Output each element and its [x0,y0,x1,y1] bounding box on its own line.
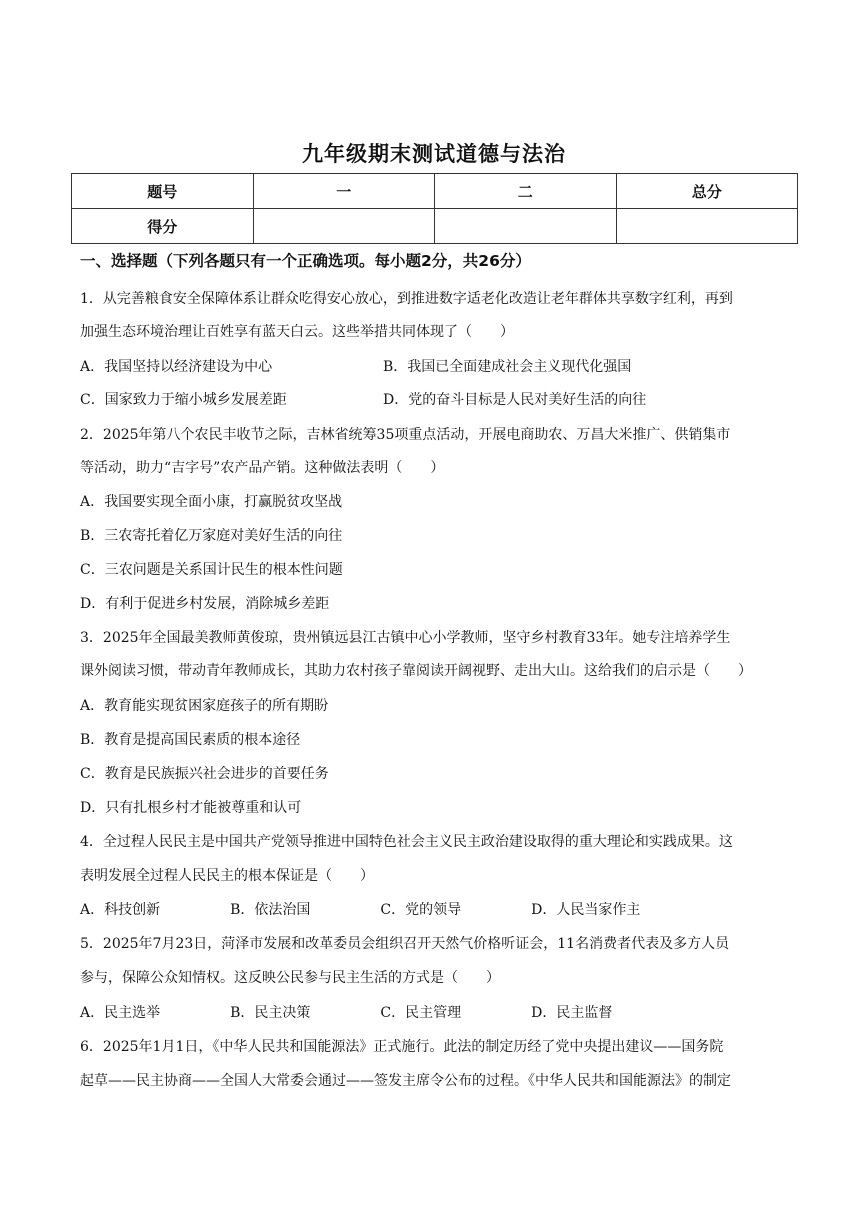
q1-option-b: B．我国已全面建成社会主义现代化强国 [383,359,632,375]
q4-stem-line2: 表明发展全过程人民民主的根本保证是（ ） [80,868,374,884]
q1-option-c: C．国家致力于缩小城乡发展差距 [80,392,287,408]
q6-stem-line1: 6．2025年1月1日，《中华人民共和国能源法》正式施行。此法的制定历经了党中央提出建议——国务院 [80,1039,724,1055]
score-cell: 得分 [72,209,254,244]
q1-stem-line2: 加强生态环境治理让百姓享有蓝天白云。这些举措共同体现了（ ） [80,324,514,340]
score-cell: 题号 [72,174,254,209]
q5-options: A．民主选举 B．民主决策 C．民主管理 D．民主监督 [80,1005,613,1021]
q1-option-d: D．党的奋斗目标是人民对美好生活的向往 [383,392,647,408]
score-table-header-row [72,174,798,209]
score-cell: 二 [435,174,617,209]
q5-stem-line2: 参与，保障公众知情权。这反映公民参与民主生活的方式是（ ） [80,970,500,986]
q3-option-a: A．教育能实现贫困家庭孩子的所有期盼 [80,698,329,714]
q3-stem-line2: 课外阅读习惯，带动青年教师成长，其助力农村孩子靠阅读开阔视野、走出大山。这给我们的启示是（ ） [80,663,752,679]
q2-stem-line1: 2．2025年第八个农民丰收节之际，吉林省统筹35项重点活动，开展电商助农、万昌大米推广、供销集市 [80,427,731,443]
q2-option-d: D．有利于促进乡村发展，消除城乡差距 [80,596,330,612]
section-header: 一、选择题（下列各题只有一个正确选项。每小题2分，共26分） [80,252,531,270]
q2-stem-line2: 等活动，助力“吉字号”农产品产销。这种做法表明（ ） [80,460,445,476]
score-table [71,173,798,244]
q3-option-c: C．教育是民族振兴社会进步的首要任务 [80,766,329,782]
score-cell [253,209,435,244]
score-cell [435,209,617,244]
q3-option-b: B．教育是提高国民素质的根本途径 [80,732,301,748]
q3-option-d: D．只有扎根乡村才能被尊重和认可 [80,800,302,816]
q1-option-a: A．我国坚持以经济建设为中心 [80,359,273,375]
q2-option-c: C．三农问题是关系国计民生的根本性问题 [80,562,343,578]
q4-stem-line1: 4．全过程人民民主是中国共产党领导推进中国特色社会主义民主政治建设取得的重大理论和实践成果。这 [80,834,733,850]
q1-stem-line1: 1．从完善粮食安全保障体系让群众吃得安心放心，到推进数字适老化改造让老年群体共享数字红利，再到 [80,291,733,307]
score-table-score-row [72,209,798,244]
score-cell: 一 [253,174,435,209]
q5-stem-line1: 5．2025年7月23日，菏泽市发展和改革委员会组织召开天然气价格听证会，11名消费者代表及多方人员 [80,936,730,952]
q4-options: A．科技创新 B．依法治国 C．党的领导 D．人民当家作主 [80,902,641,918]
score-cell [616,209,798,244]
score-cell: 总分 [616,174,798,209]
q6-stem-line2: 起草——民主协商——全国人大常委会通过——签发主席令公布的过程。《中华人民共和国能源法》的制定 [80,1073,731,1089]
exam-title: 九年级期末测试道德与法治 [302,142,566,166]
q2-option-b: B．三农寄托着亿万家庭对美好生活的向往 [80,528,343,544]
q3-stem-line1: 3．2025年全国最美教师黄俊琼，贵州镇远县江古镇中心小学教师，坚守乡村教育33年。她专注培养学生 [80,630,731,646]
q2-option-a: A．我国要实现全面小康，打赢脱贫攻坚战 [80,494,343,510]
